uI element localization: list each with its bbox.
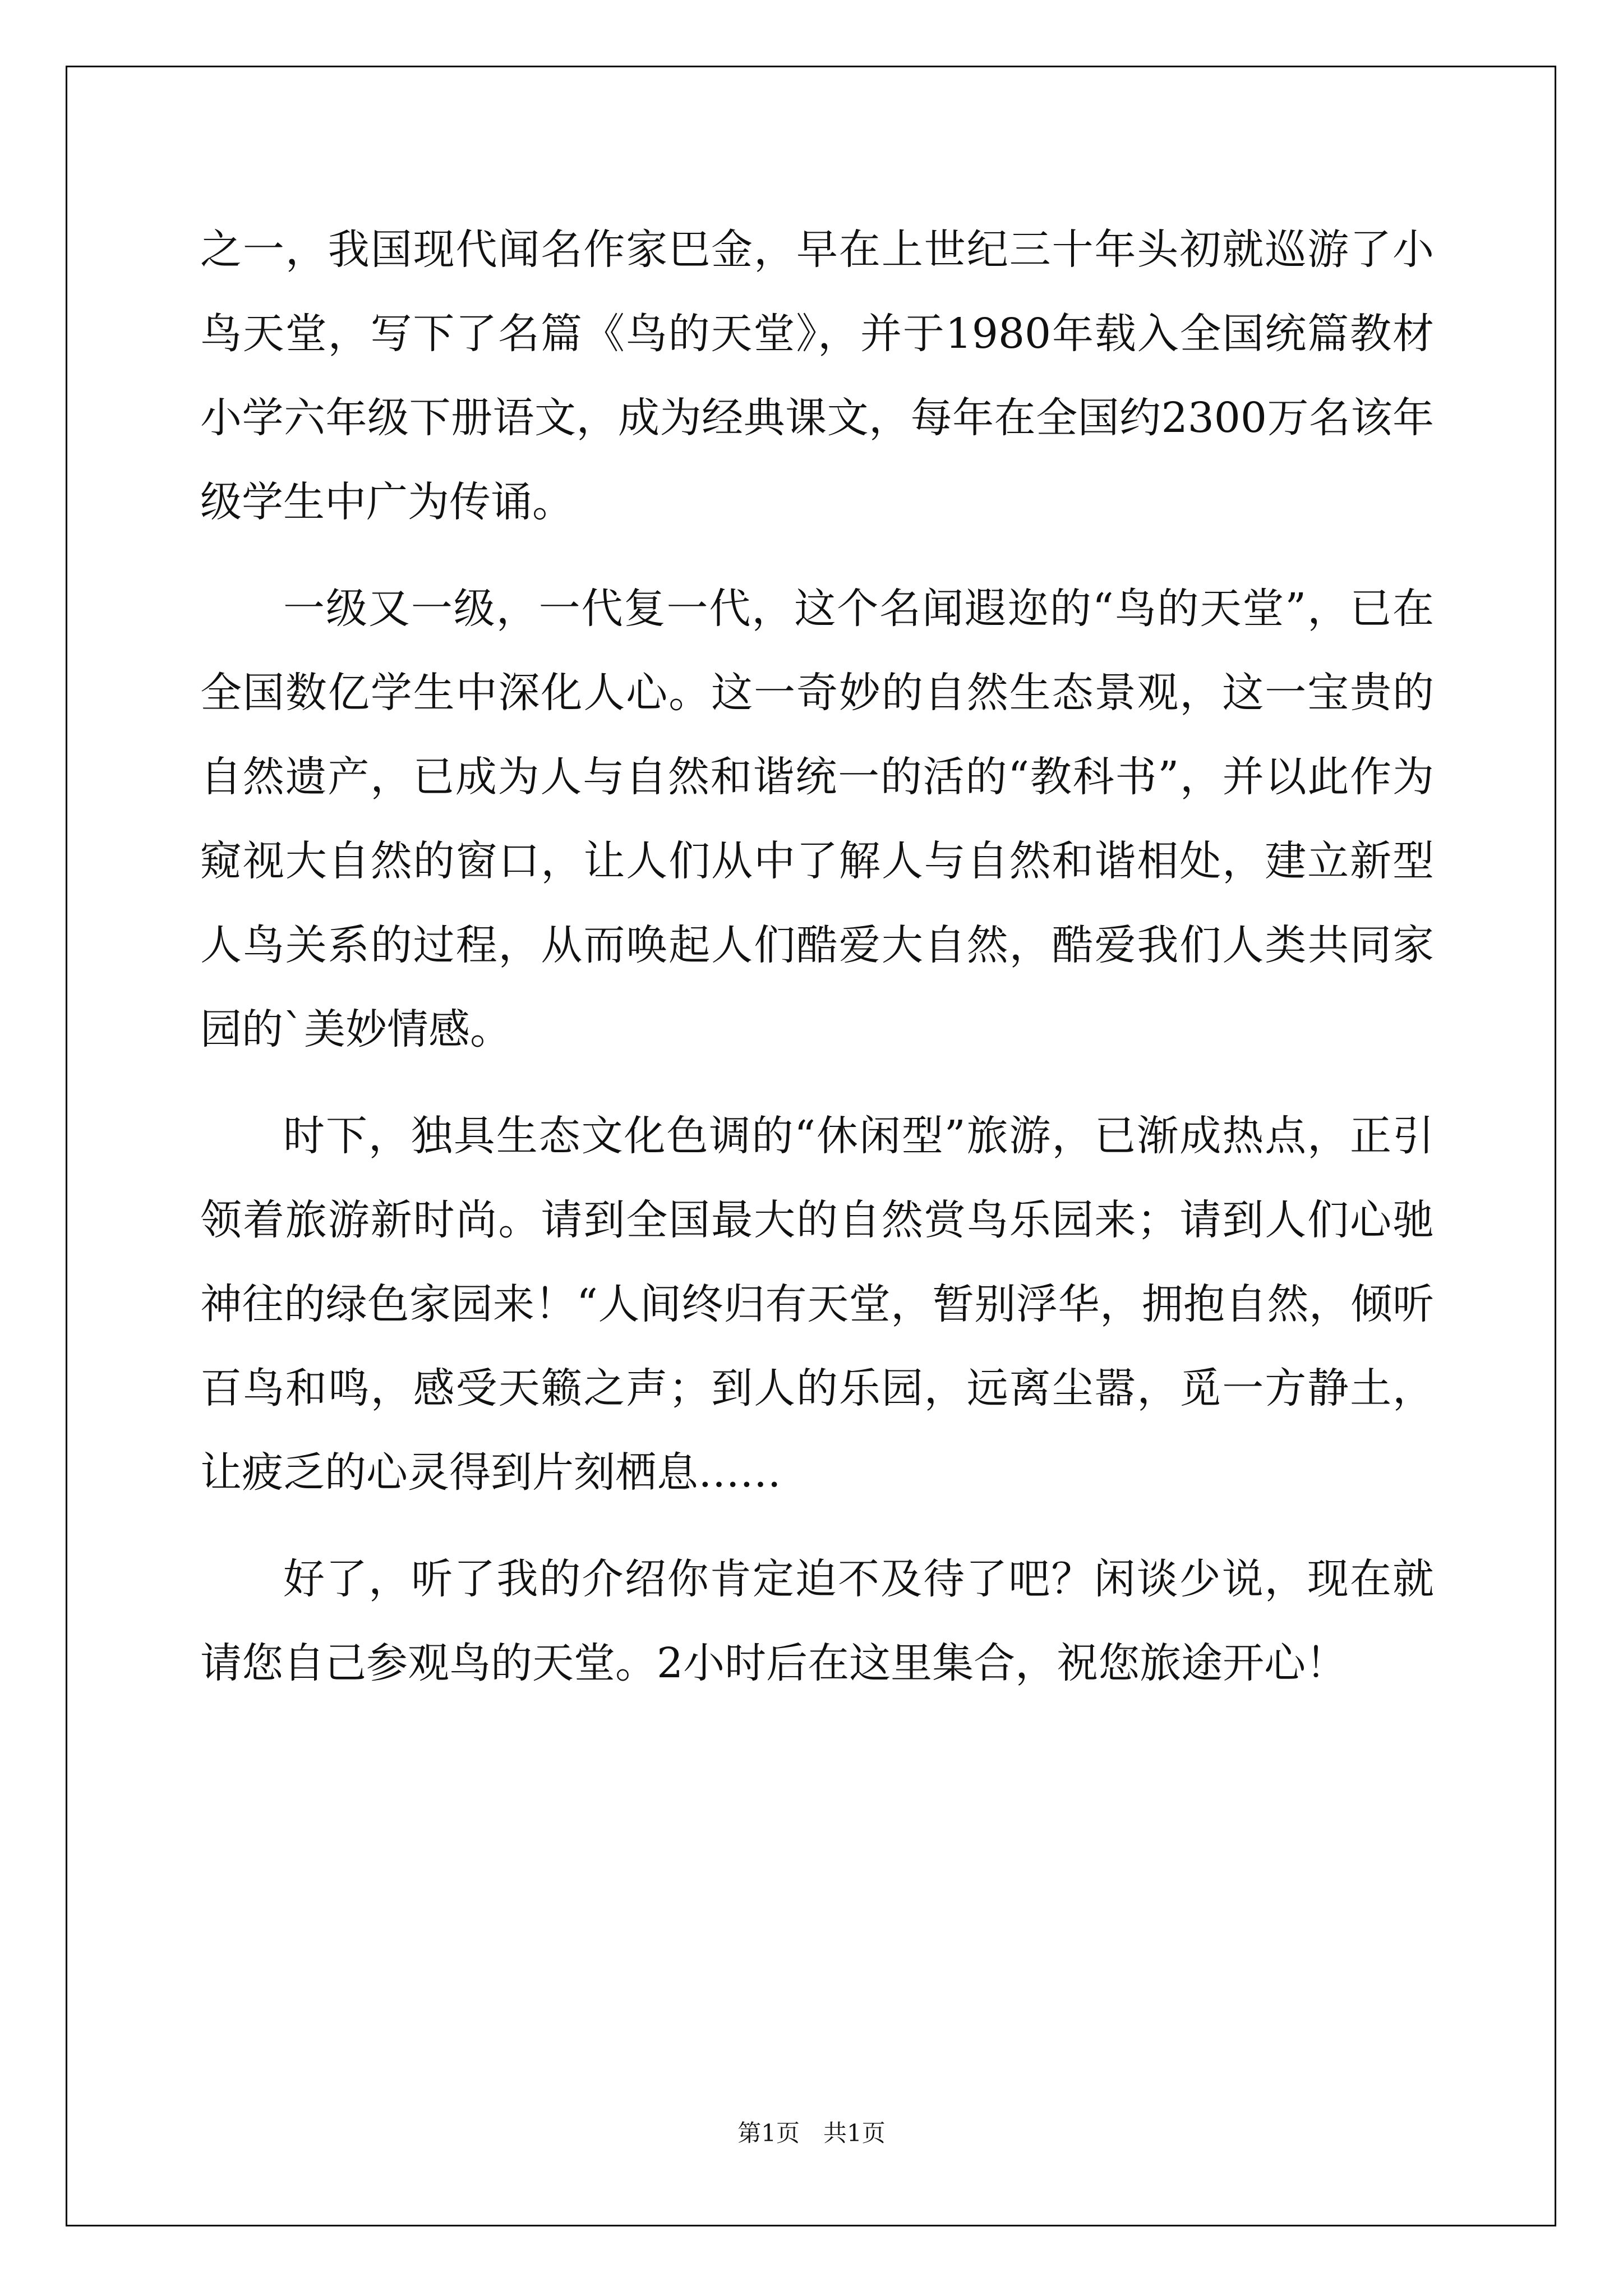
paragraph-1: 之一，我国现代闻名作家巴金，早在上世纪三十年头初就巡游了小鸟天堂，写下了名篇《鸟的天堂》，并于1980年载入全国统篇教材小学六年级下册语文，成为经典课文，每年在全国约2300万名该年级学生中广为传诵。 (200, 226, 1434, 526)
document-body (200, 208, 1434, 1728)
page-footer: 第1页 共1页 (737, 2119, 886, 2147)
paragraph-4: 好了，听了我的介绍你肯定迫不及待了吧？闲谈少说，现在就请您自己参观鸟的天堂。2小时后在这里集合，祝您旅途开心！ (200, 1555, 1434, 1687)
paragraph-2: 一级又一级，一代复一代，这个名闻遐迩的“鸟的天堂”，已在全国数亿学生中深化人心。这一奇妙的自然生态景观，这一宝贵的自然遗产，已成为人与自然和谐统一的活的“教科书”，并以此作为窥视大自然的窗口，让人们从中了解人与自然和谐相处，建立新型人鸟关系的过程，从而唤起人们酷爱大自然，酷爱我们人类共同家园的`美妙情感。 (200, 585, 1434, 1053)
paragraph-3: 时下，独具生态文化色调的“休闲型”旅游，已渐成热点，正引领着旅游新时尚。请到全国最大的自然赏鸟乐园来；请到人们心驰神往的绿色家园来！“人间终归有天堂，暂别浮华，拥抱自然，倾听百鸟和鸣，感受天籁之声；到人的乐园，远离尘嚣，觅一方静土，让疲乏的心灵得到片刻栖息…… (200, 1112, 1434, 1497)
